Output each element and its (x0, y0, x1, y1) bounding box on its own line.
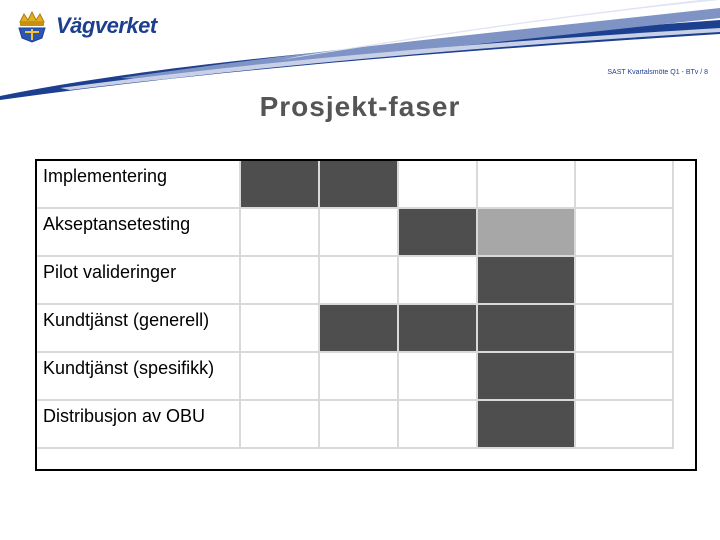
phase-label: Kundtjänst (spesifikk) (36, 352, 240, 400)
phase-cell-dark (477, 304, 575, 352)
phase-cell-none (240, 304, 319, 352)
phase-cell-none (240, 400, 319, 448)
phase-cell-dark (477, 256, 575, 304)
phase-cell-none (319, 208, 398, 256)
phase-label: Distribusjon av OBU (36, 400, 240, 448)
phase-cell-none (575, 352, 673, 400)
phase-cell-none (398, 256, 477, 304)
phase-label: Kundtjänst (generell) (36, 304, 240, 352)
phase-cell-none (319, 400, 398, 448)
phase-row (36, 352, 673, 400)
phase-row (36, 160, 673, 208)
phase-row (36, 304, 673, 352)
slide-footer-note: SAST Kvartalsmöte Q1 - BTv / 8 (607, 69, 708, 76)
phase-cell-dark (319, 160, 398, 208)
phase-cell-none (575, 208, 673, 256)
phase-cell-none (240, 208, 319, 256)
phase-row (36, 208, 673, 256)
logo-text: Vägverket (56, 13, 157, 38)
phase-cell-dark (240, 160, 319, 208)
phase-table (35, 159, 674, 449)
phase-cell-none (398, 400, 477, 448)
phase-cell-none (319, 352, 398, 400)
phase-cell-none (240, 256, 319, 304)
phase-cell-none (398, 160, 477, 208)
phase-cell-dark (477, 352, 575, 400)
phase-cell-dark (477, 400, 575, 448)
phase-cell-light (477, 208, 575, 256)
phase-cell-none (319, 256, 398, 304)
phase-cell-dark (398, 208, 477, 256)
phase-cell-none (477, 160, 575, 208)
phase-row (36, 256, 673, 304)
phase-label: Pilot valideringer (36, 256, 240, 304)
phase-row (36, 400, 673, 448)
phase-cell-dark (398, 304, 477, 352)
logo (14, 8, 157, 44)
phase-cell-none (575, 400, 673, 448)
slide-title: Prosjekt-faser (259, 91, 461, 122)
phase-label: Implementering (36, 160, 240, 208)
phase-cell-none (575, 304, 673, 352)
phase-label: Akseptansetesting (36, 208, 240, 256)
phase-cell-none (575, 160, 673, 208)
phase-cell-none (398, 352, 477, 400)
crown-emblem-icon (14, 8, 50, 44)
phase-cell-none (240, 352, 319, 400)
phase-cell-none (575, 256, 673, 304)
phase-cell-dark (319, 304, 398, 352)
